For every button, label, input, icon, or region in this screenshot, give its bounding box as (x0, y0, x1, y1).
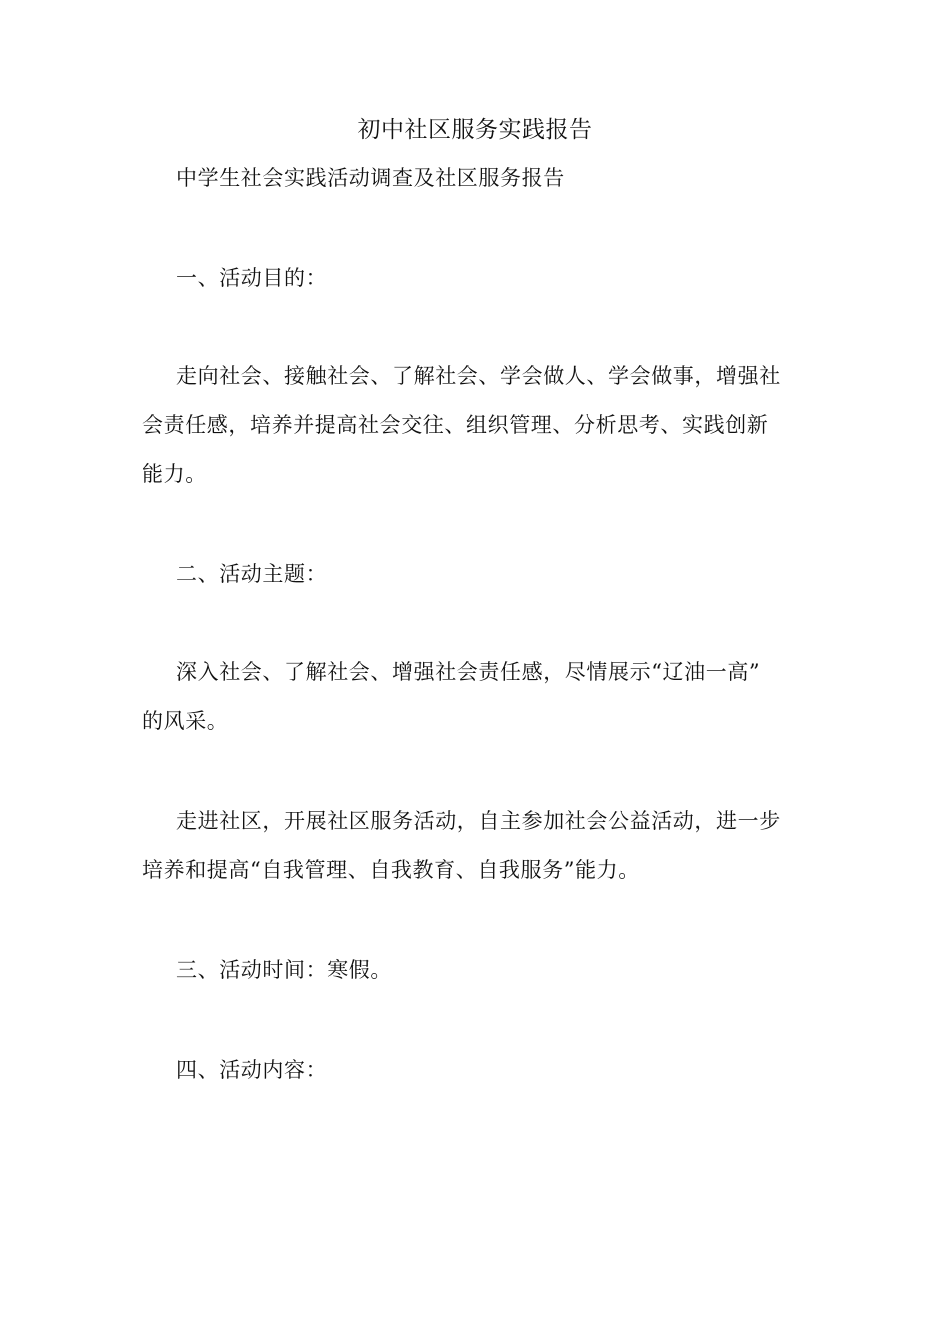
paragraph-line: 走向社会、接触社会、了解社会、学会做人、学会做事，增强社 (176, 364, 781, 388)
section-heading-theme: 二、活动主题： (176, 562, 328, 586)
paragraph-line: 走进社区，开展社区服务活动，自主参加社会公益活动，进一步 (176, 809, 781, 833)
document-subtitle: 中学生社会实践活动调查及社区服务报告 (176, 166, 565, 190)
section-heading-content: 四、活动内容： (176, 1058, 328, 1082)
paragraph-line: 深入社会、了解社会、增强社会责任感，尽情展示“辽油一高” (176, 660, 761, 684)
paragraph-line: 培养和提高“自我管理、自我教育、自我服务”能力。 (142, 858, 640, 882)
section-heading-time: 三、活动时间：寒假。 (176, 958, 392, 982)
paragraph-line: 的风采。 (142, 709, 229, 733)
section-heading-purpose: 一、活动目的： (176, 266, 328, 290)
paragraph-line: 能力。 (142, 462, 207, 486)
paragraph-line: 会责任感，培养并提高社会交往、组织管理、分析思考、实践创新 (142, 413, 769, 437)
document-title: 初中社区服务实践报告 (357, 117, 593, 143)
